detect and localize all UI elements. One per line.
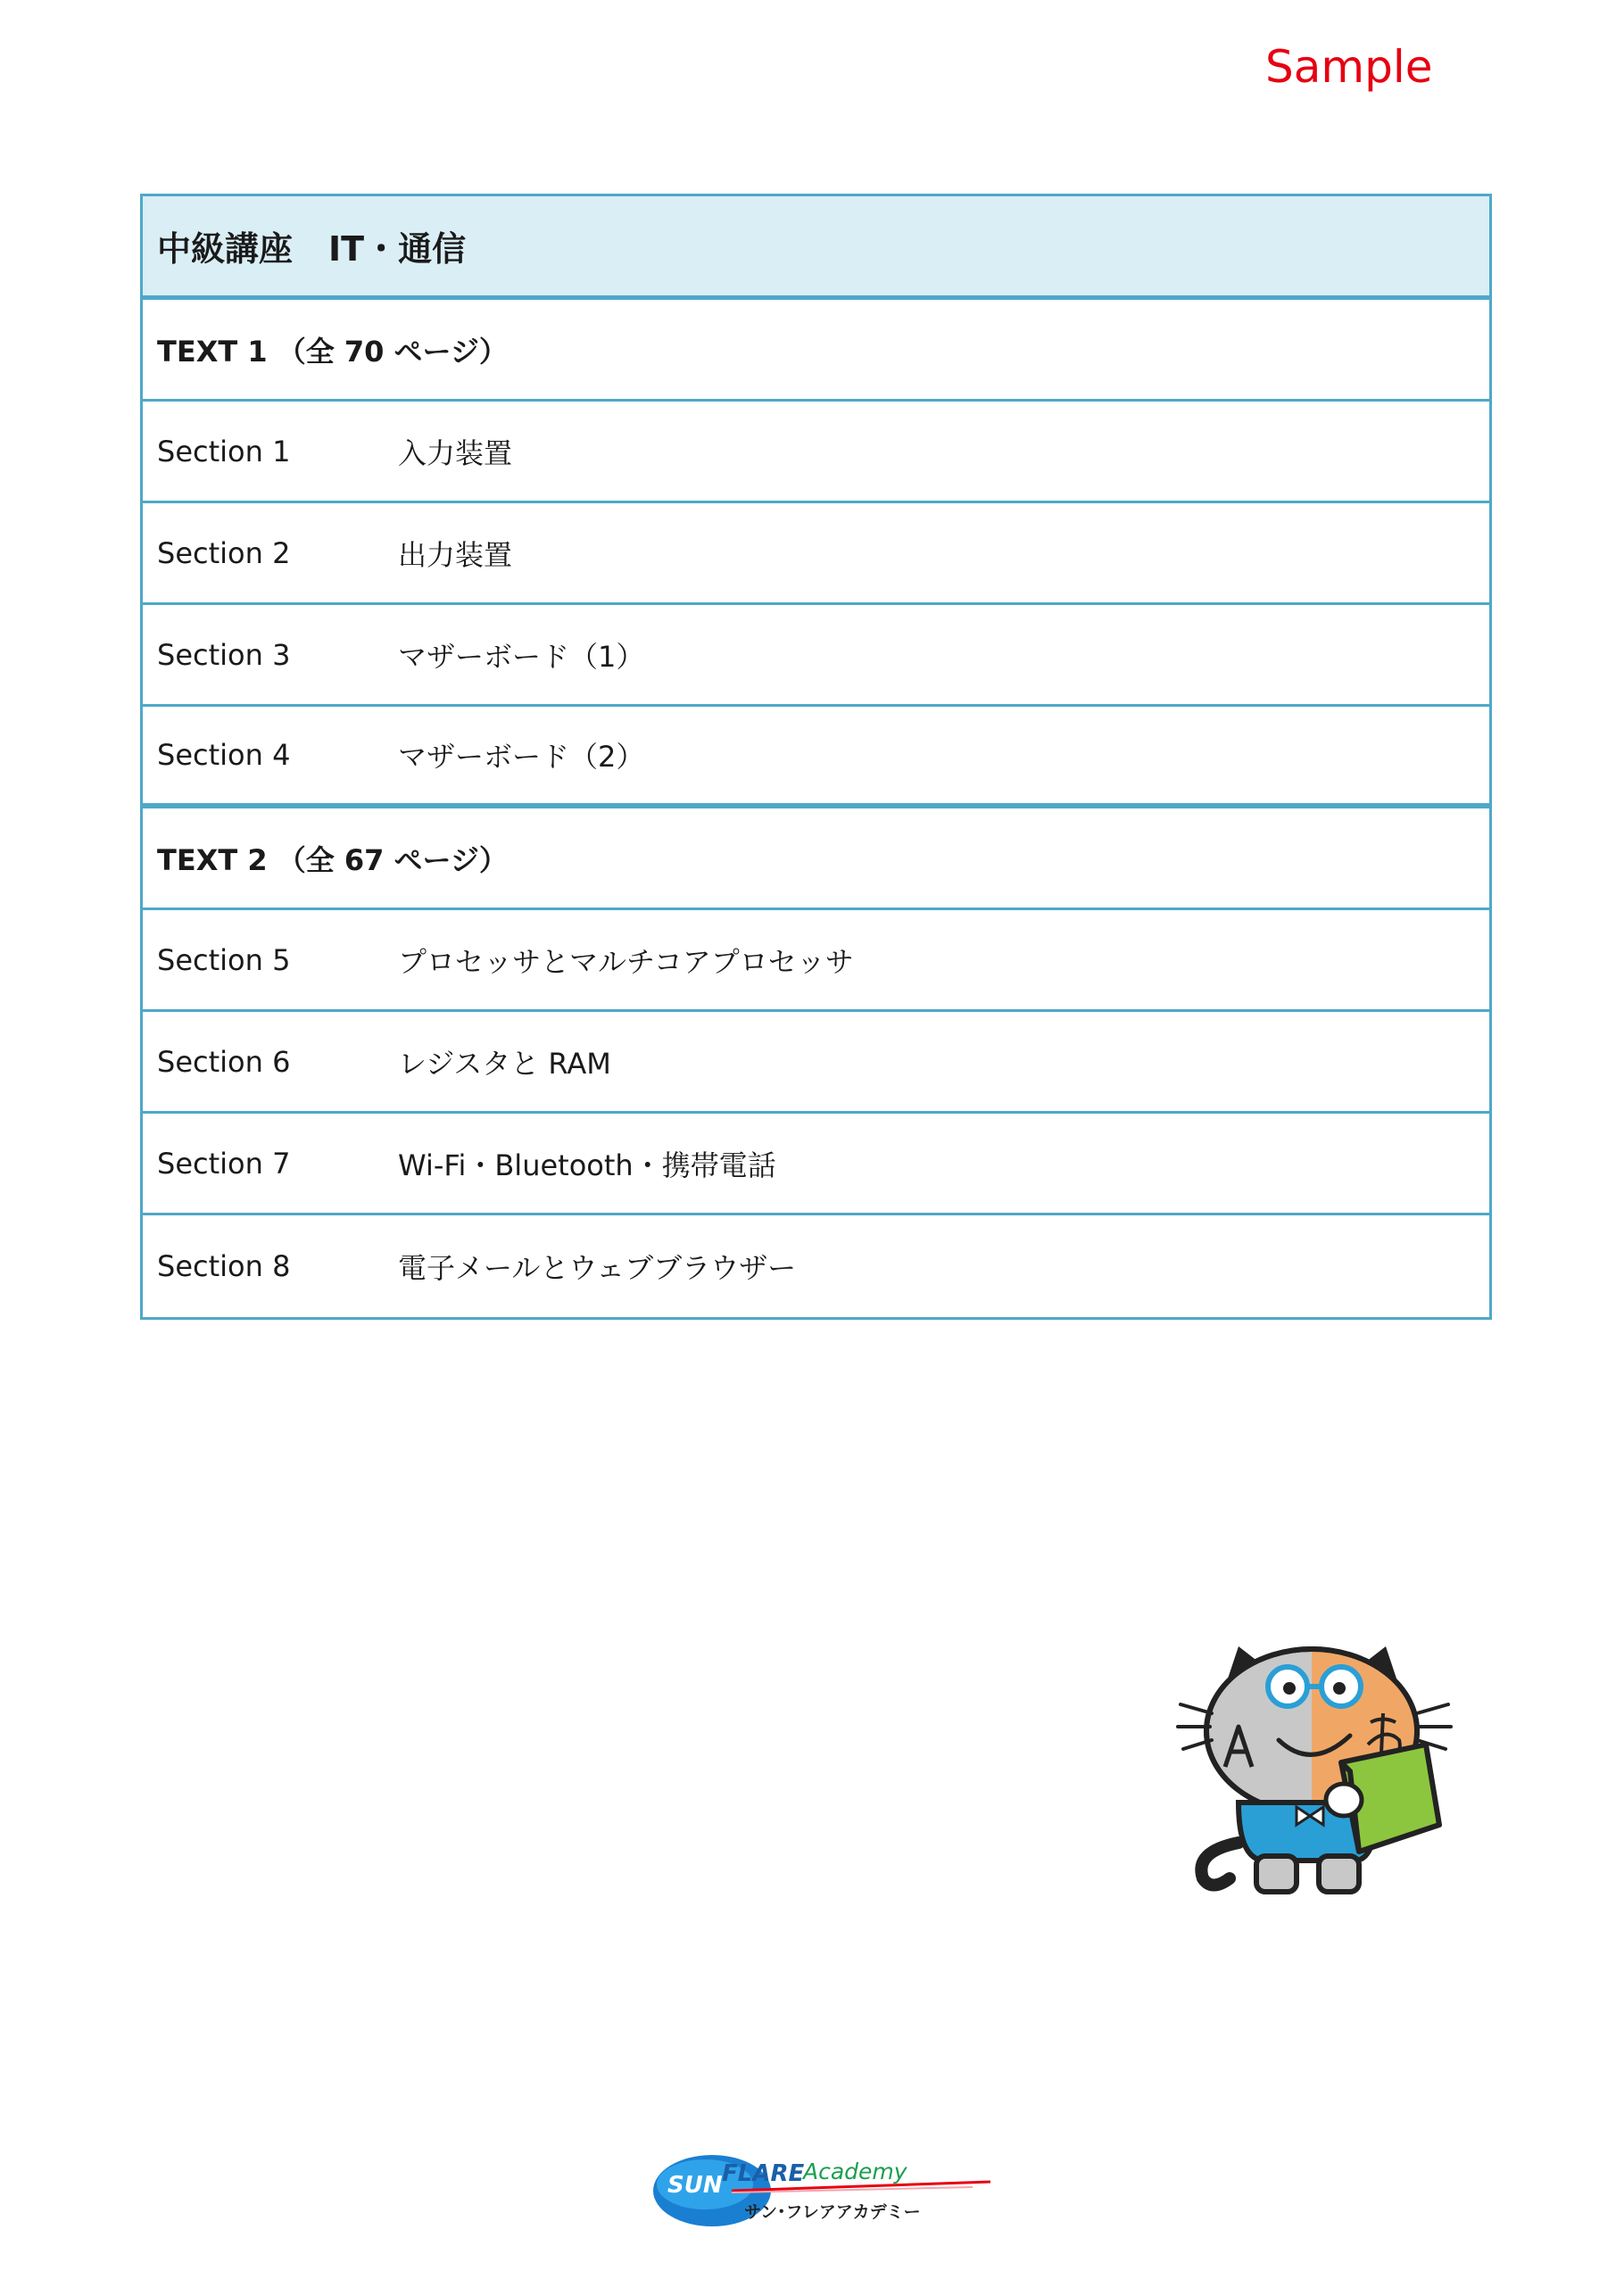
- text-1-heading: TEXT 1 （全 70 ページ）: [143, 300, 1489, 402]
- course-title: [143, 196, 1489, 300]
- logo-word-kana: サン･フレアアカデミー: [744, 2202, 921, 2222]
- section-title: 入力装置: [398, 435, 513, 470]
- course-title-left: 中級講座: [157, 229, 294, 269]
- section-number: Section 8: [157, 1249, 291, 1283]
- section-row: [143, 503, 1489, 605]
- logo-word-academy: Academy: [803, 2159, 907, 2184]
- logo-word-flare: FLARE: [722, 2160, 805, 2187]
- section-title: マザーボード（2）: [398, 740, 645, 774]
- section-title: 出力装置: [398, 537, 513, 572]
- section-row: [143, 707, 1489, 808]
- section-row: [143, 1012, 1489, 1114]
- section-number: Section 2: [157, 535, 291, 570]
- sunflare-academy-logo: [651, 2146, 999, 2231]
- section-row: [143, 1215, 1489, 1317]
- section-number: Section 5: [157, 942, 291, 977]
- section-title: プロセッサとマルチコアプロセッサ: [398, 944, 854, 979]
- section-row: [143, 1114, 1489, 1215]
- section-number: Section 6: [157, 1044, 291, 1079]
- section-number: Section 7: [157, 1146, 291, 1181]
- section-row: [143, 605, 1489, 707]
- section-row: [143, 402, 1489, 503]
- cat-mascot-illustration: [1176, 1637, 1453, 1905]
- section-number: Section 3: [157, 637, 291, 672]
- text-2-heading: TEXT 2 （全 67 ページ）: [143, 808, 1489, 910]
- section-title: Wi-Fi・Bluetooth・携帯電話: [398, 1148, 776, 1182]
- table-of-contents: [140, 194, 1492, 1320]
- course-title-right: IT・通信: [328, 229, 467, 269]
- section-title: 電子メールとウェブブラウザー: [398, 1251, 797, 1285]
- logo-word-sun: SUN: [667, 2172, 723, 2199]
- sample-watermark: Sample: [1265, 41, 1433, 93]
- section-title: レジスタと RAM: [398, 1046, 611, 1081]
- section-row: [143, 910, 1489, 1012]
- section-title: マザーボード（1）: [398, 639, 645, 674]
- section-number: Section 1: [157, 434, 291, 468]
- section-number: Section 4: [157, 738, 291, 772]
